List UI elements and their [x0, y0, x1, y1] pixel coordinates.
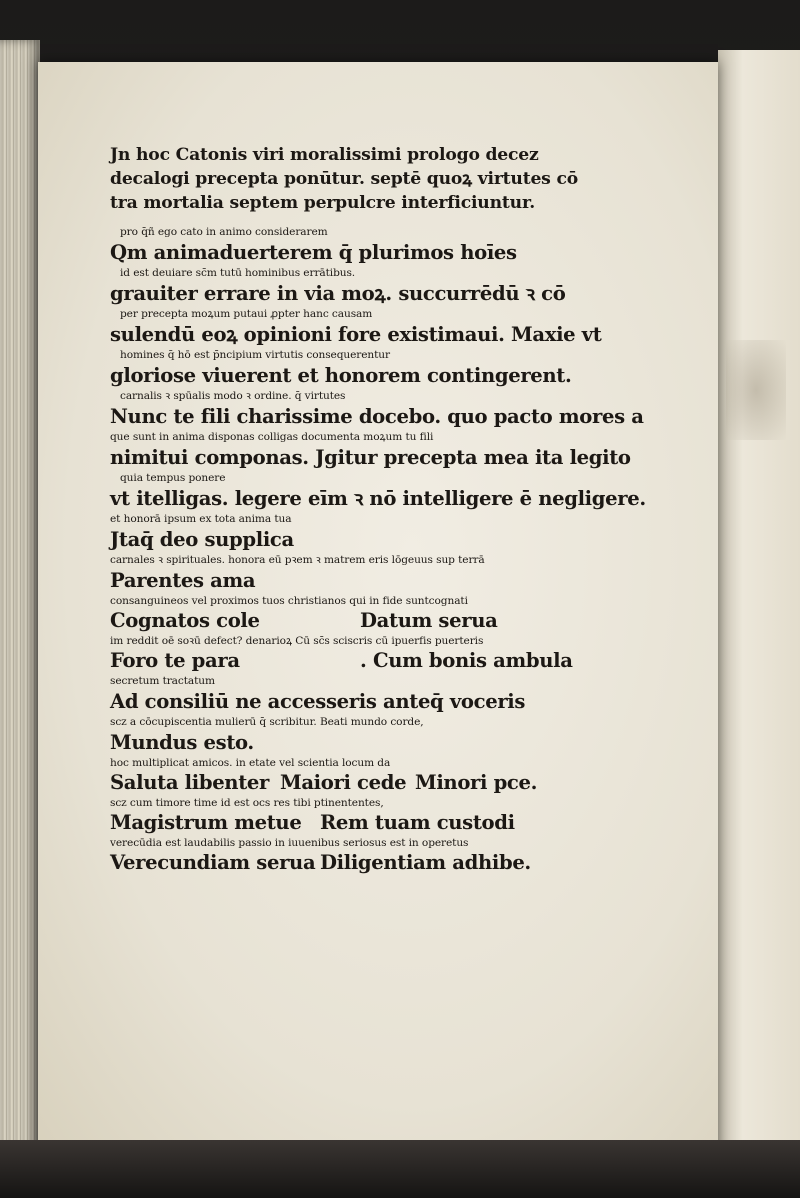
- gloss-line: scz a cōcupiscentia mulierū q̄ scribitur. Beati mundo corde,: [110, 716, 424, 728]
- gloss-line: quia tempus ponere: [120, 472, 226, 484]
- gloss-line: per precepta moꝝum putaui ꝓpter hanc causam: [120, 308, 373, 320]
- precept-left: Foro te para: [110, 649, 240, 672]
- text-line: Parentes ama: [110, 569, 256, 592]
- gloss-line: pro q̄ñ ego cato in animo considerarem: [120, 226, 328, 238]
- gloss-line: im reddit oē soꝛū defect? denarioꝝ Cū sc̄s sciscris cū ipuerfis puerteris: [110, 635, 484, 647]
- precept-c: Minori pce.: [415, 771, 538, 794]
- text-line: grauiter errare in via moꝝ. succurrēdū ꝛ cō: [110, 282, 566, 305]
- gloss-line: que sunt in anima disponas colligas documenta moꝝum tu fili: [110, 431, 434, 443]
- precept-left: Cognatos cole: [110, 609, 260, 632]
- precept-pair-row: [110, 850, 580, 876]
- text-line: gloriose viuerent et honorem contingerent.: [110, 364, 572, 387]
- gloss-line: id est deuiare sc̄m tutū hominibus errātibus.: [120, 267, 356, 279]
- gloss-line: verecūdia est laudabilis passio in iuuenibus seriosus est in operetus: [110, 837, 469, 849]
- precept-pair-row: [110, 648, 580, 674]
- precept-right: Datum serua: [360, 609, 498, 632]
- bottom-shadow: [0, 1140, 800, 1198]
- prologue-line-3: tra mortalia septem perpulcre interficiuntur.: [110, 193, 536, 213]
- gloss-line: scz cum timore time id est ocs res tibi ptinententes,: [110, 797, 384, 809]
- prologue-line-2: decalogi precepta ponūtur. septē quoꝝ virtutes cō: [110, 169, 578, 189]
- gloss-line: consanguineos vel proximos tuos christianos qui in fide suntcognati: [110, 595, 468, 607]
- precept-triple-row: [110, 770, 580, 796]
- text-line: vt itelligas. legere eīm ꝛ nō intelligere ē negligere.: [110, 487, 646, 510]
- precept-a: Verecundiam serua: [110, 851, 316, 874]
- text-block: [110, 143, 646, 876]
- gloss-line: homines q̄ hō est p̄ncipium virtutis consequerentur: [120, 349, 390, 361]
- text-line: Ad consiliū ne accesseris anteq̄ voceris: [110, 690, 526, 713]
- precept-a: Saluta libenter: [110, 771, 269, 794]
- precept-b: Rem tuam custodi: [320, 811, 515, 834]
- precept-b: Maiori cede: [280, 771, 407, 794]
- facing-page: [718, 50, 800, 1160]
- gloss-line: carnalis ꝛ spūalis modo ꝛ ordine. q̄ virtutes: [120, 390, 346, 402]
- precept-b: Diligentiam adhibe.: [320, 851, 531, 874]
- text-line: nimitui componas. Jgitur precepta mea ita legito: [110, 446, 631, 469]
- text-line: Qm animaduerterem q̄ plurimos hoīes: [110, 241, 517, 264]
- text-line: sulendū eoꝝ opinioni fore existimaui. Maxie vt: [110, 323, 602, 346]
- text-line: Jtaq̄ deo supplica: [110, 528, 294, 551]
- precept-a: Magistrum metue: [110, 811, 302, 834]
- stain: [726, 340, 786, 440]
- book-binding: [0, 40, 40, 1160]
- precept-pair-row: [110, 810, 580, 836]
- prologue-line-1: Jn hoc Catonis viri moralissimi prologo decez: [110, 145, 539, 165]
- gloss-line: hoc multiplicat amicos. in etate vel scientia locum da: [110, 757, 391, 769]
- gloss-line: secretum tractatum: [110, 675, 215, 687]
- text-line: Nunc te fili charissime docebo. quo pacto mores a: [110, 405, 644, 428]
- gloss-line: et honorā ipsum ex tota anima tua: [110, 513, 292, 525]
- text-line: Mundus esto.: [110, 731, 254, 754]
- gloss-line: carnales ꝛ spirituales. honora eū pꝛem ꝛ matrem eris lōgeuus sup terrā: [110, 554, 485, 566]
- precept-right: . Cum bonis ambula: [360, 649, 573, 672]
- precept-pair-row: [110, 608, 580, 634]
